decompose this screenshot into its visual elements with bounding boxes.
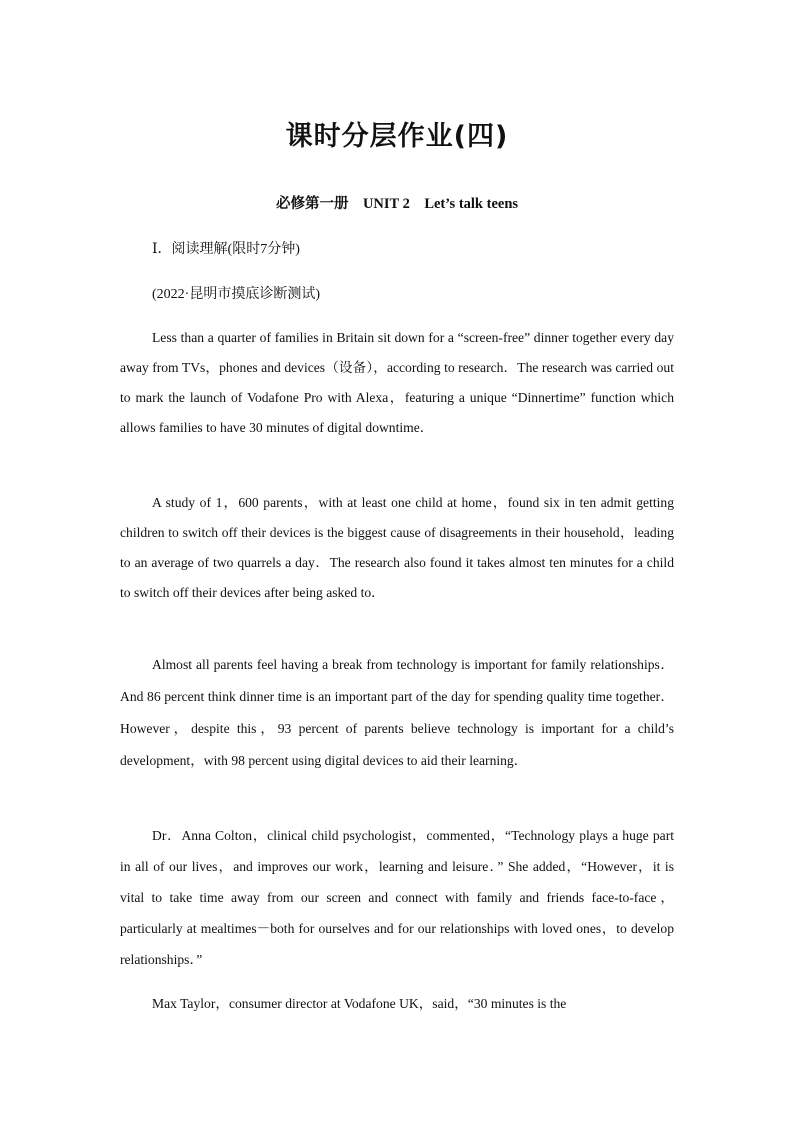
- paragraph-5: Max Taylor，consumer director at Vodafone UK，said，“30 minutes is the: [152, 996, 567, 1011]
- paragraph-4: Dr．Anna Colton，clinical child psychologist，commented，“Technology plays a huge part in all of our lives，and improves our work，learning and leisure．” She added，“However，it is vital to take time away from our screen and connect with family and friends face-to-face，particularly at mealtimes－both for ourselves and for our relationships with loved ones，to develop relationships．”: [120, 828, 674, 967]
- page-title: 课时分层作业(四): [285, 121, 509, 152]
- unit-subtitle: 必修第一册 UNIT 2 Let’s talk teens: [275, 196, 519, 212]
- section-heading: Ⅰ．阅读理解(限时7分钟): [152, 242, 300, 257]
- paragraph-2: A study of 1，600 parents，with at least one child at home，found six in ten admit getting children to switch off their devices is the biggest cause of disagreements in their household，leading to an average of two quarrels a day．The research also found it takes almost ten minutes for a child to switch off their devices after being asked to．: [120, 495, 674, 600]
- paragraph-1: Less than a quarter of families in Britain sit down for a “screen-free” dinner together every day away from TVs，phones and devices（设备），according to research．The research was carried out to mark the launch of Vodafone Pro with Alexa，featuring a unique “Dinnertime” function which allows families to have 30 minutes of digital downtime．: [120, 330, 674, 435]
- paragraph-3: Almost all parents feel having a break from technology is important for family relationships．And 86 percent think dinner time is an important part of the day for spending quality time together．However，despite this，93 percent of parents believe technology is important for a child’s development，with 98 percent using digital devices to aid their learning．: [120, 657, 674, 768]
- passage-source: (2022·昆明市摸底诊断测试): [152, 287, 320, 302]
